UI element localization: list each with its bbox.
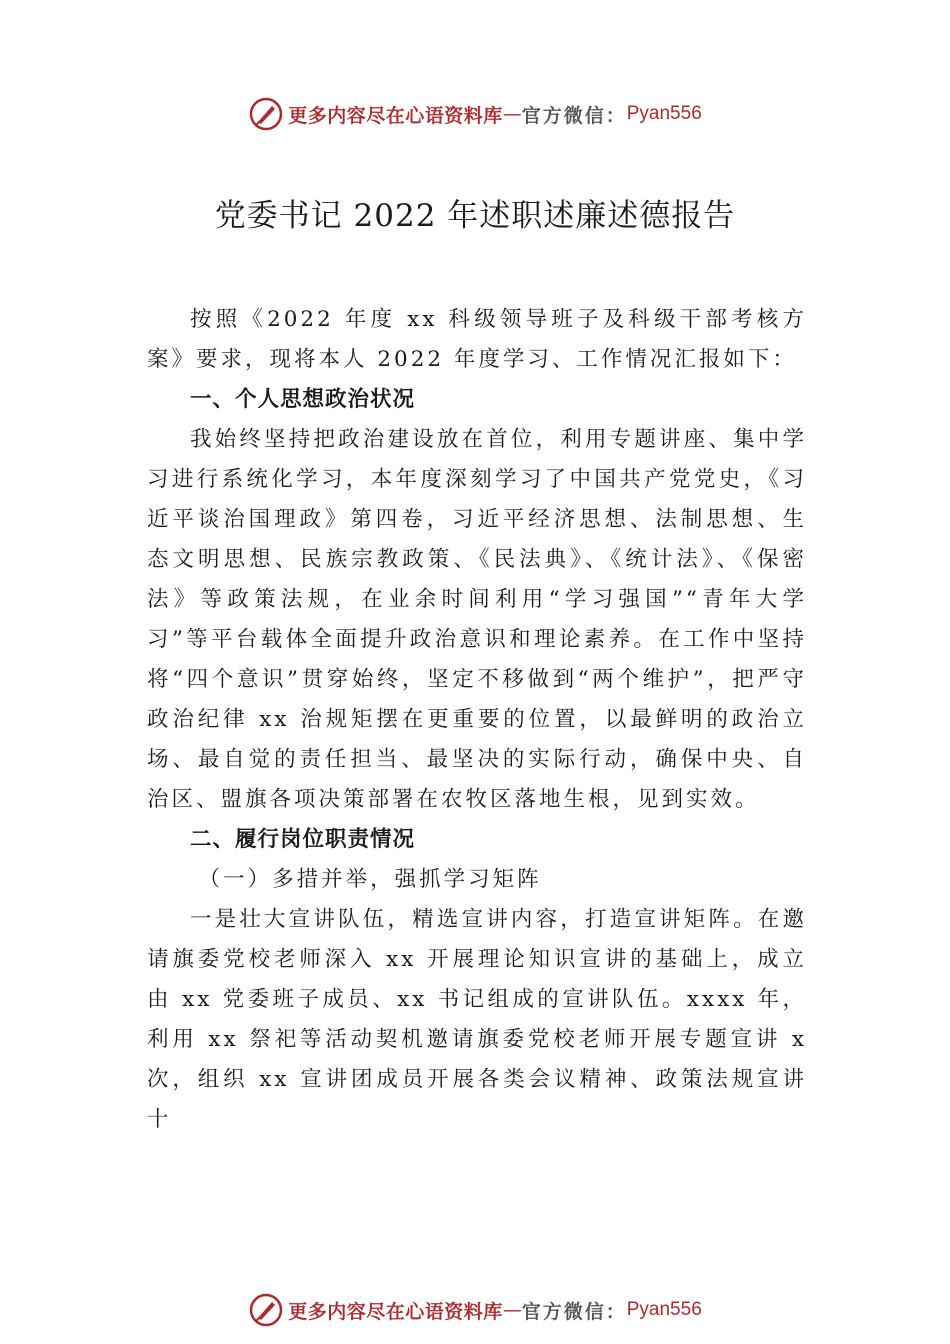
intro-paragraph: 按照《2022 年度 xx 科级领导班子及科级干部考核方案》要求，现将本人 2022 年度学习、工作情况汇报如下： bbox=[147, 307, 807, 372]
document-title: 党委书记 2022 年述职述廉述德报告 bbox=[214, 198, 736, 234]
section1-heading: 一、个人思想政治状况 bbox=[190, 387, 416, 412]
watermark-label: 官方微信： bbox=[521, 1300, 627, 1323]
section1-paragraph: 我始终坚持把政治建设放在首位，利用专题讲座、集中学习进行系统化学习，本年度深刻学习了中国共产党党史，《习近平谈治国理政》第四卷，习近平经济思想、法制思想、生态文明思想、民族宗教政策、《民法典》、《统计法》、《保密法》等政策法规，在业余时间利用“学习强国”“青年大学习”等平台载体全面提升政治意识和理论素养。在工作中坚持将“四个意识”贯穿始终，坚定不移做到“两个维护”，把严守政治纪律 xx 治规矩摆在更重要的位置，以最鲜明的政治立场、最自觉的责任担当、最坚决的实际行动，确保中央、自治区、盟旗各项决策部署在农牧区落地生根，见到实效。 bbox=[147, 427, 807, 812]
section2-paragraph: 一是壮大宣讲队伍，精选宣讲内容，打造宣讲矩阵。在邀请旗委党校老师深入 xx 开展理论知识宣讲的基础上，成立由 xx 党委班子成员、xx 书记组成的宣讲队伍。xxxx 年，利用 xx 祭祀等活动契机邀请旗委党校老师开展专题宣讲 x 次，组织 xx 宣讲团成员开展各类会议精神、政策法规宣讲十 bbox=[147, 907, 807, 1132]
watermark-footer bbox=[0, 1290, 950, 1330]
watermark-main-text: 更多内容尽在心语资料库 bbox=[288, 104, 503, 127]
document-body bbox=[147, 300, 807, 1140]
watermark-header bbox=[0, 94, 950, 134]
section2-heading: 二、履行岗位职责情况 bbox=[190, 827, 416, 852]
watermark-dash: — bbox=[502, 103, 522, 125]
watermark-wechat-id: Pyan556 bbox=[626, 103, 702, 124]
watermark-main-text: 更多内容尽在心语资料库 bbox=[288, 1300, 503, 1323]
watermark-wechat-id: Pyan556 bbox=[626, 1299, 702, 1320]
watermark-dash: — bbox=[502, 1299, 522, 1321]
watermark-label: 官方微信： bbox=[521, 104, 627, 127]
section2-subheading-1: （一）多措并举，强抓学习矩阵 bbox=[198, 867, 542, 892]
quill-logo-icon bbox=[248, 1292, 284, 1328]
quill-logo-icon bbox=[248, 96, 284, 132]
